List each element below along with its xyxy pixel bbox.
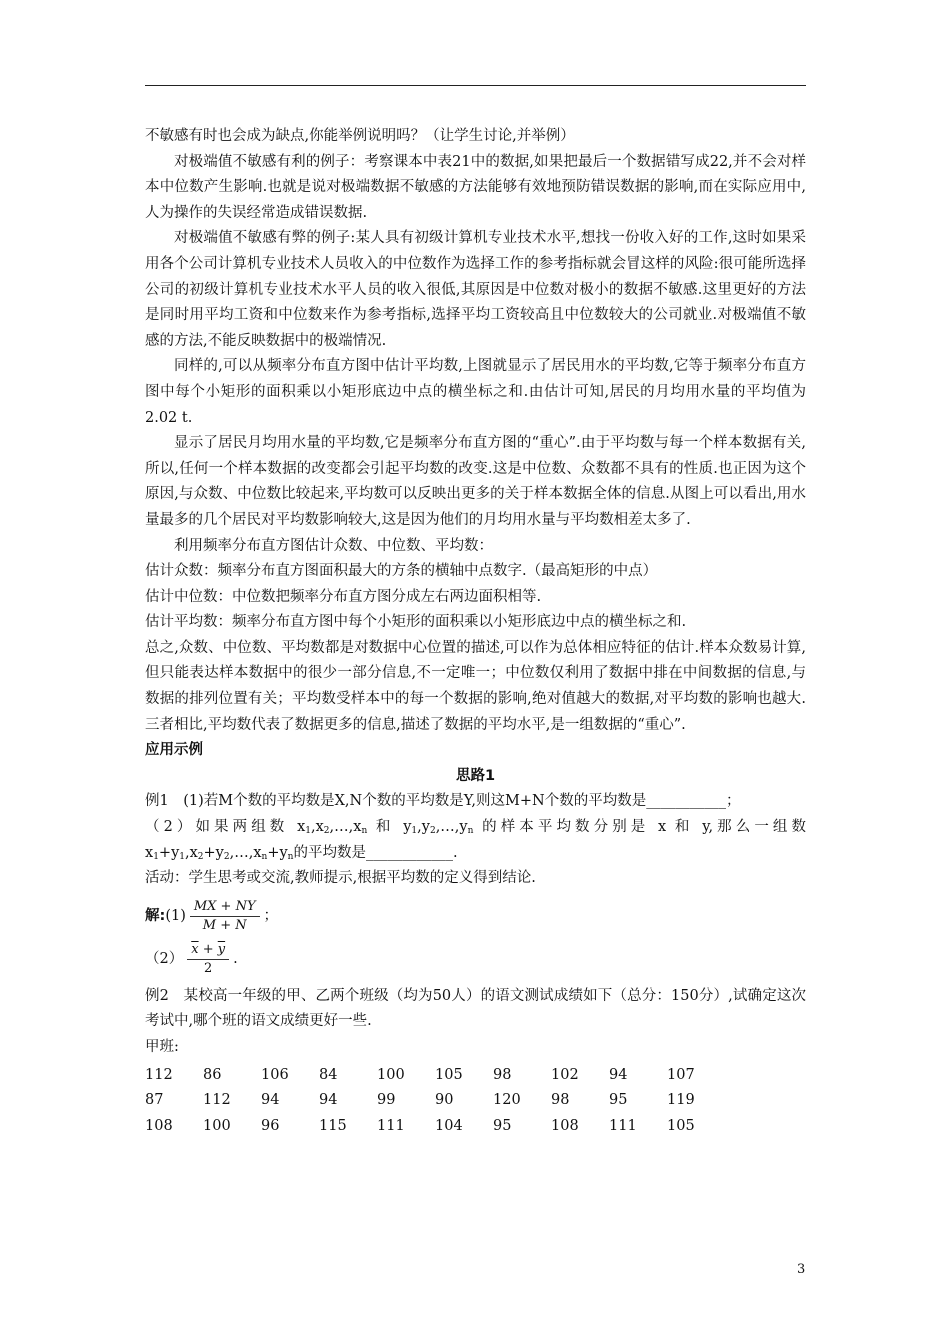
score-cell: 108 (145, 1117, 173, 1134)
class-a-label: 甲班: (145, 1039, 179, 1055)
solution-part2 (145, 941, 806, 978)
score-cell: 86 (203, 1066, 222, 1083)
solution-part2-prefix: （2） (145, 950, 184, 967)
paragraph-center-of-gravity: 显示了居民月均用水量的平均数,它是频率分布直方图的“重心”.由于平均数与每一个样本数据有关,所以,任何一个样本数据的改变都会引起平均数的改变.这是中位数、众数都不具有的性质.也正因为这个原因,与众数、中位数比较起来,平均数可以反映出更多的关于样本数据全体的信息.从图上可以看出,用水量最多的几个居民对平均数影响较大,这是因为他们的月均用水量与平均数相差太多了. (145, 435, 806, 528)
score-cell: 96 (261, 1117, 280, 1134)
score-cell: 84 (319, 1066, 338, 1083)
example1-part2-b: 的样本平均数分别是 x 和 y,那么一组数 (482, 819, 806, 836)
score-cell: 94 (609, 1066, 628, 1083)
paragraph-histogram-mean: 同样的,可以从频率分布直方图中估计平均数,上图就显示了居民用水的平均数,它等于频率分布直方图中每个小矩形的面积乘以小矩形底边中点的横坐标之和.由估计可知,居民的月均用水量的平均值为2.02 t. (145, 358, 806, 426)
solution-part1 (145, 898, 806, 935)
solution-part2-fraction (187, 941, 229, 978)
fraction-denominator: M + N (202, 917, 247, 933)
example2-text: 例2 某校高一年级的甲、乙两个班级（均为50人）的语文测试成绩如下（总分：150分）,试确定这次考试中,哪个班的语文成绩更好一些. (145, 987, 806, 1030)
paragraph-advantage: 对极端值不敏感有利的例子：考察课本中表21中的数据,如果把最后一个数据错写成22,并不会对样本中位数产生影响.也就是说对极端数据不敏感的方法能够有效地预防错误数据的影响,而在实际应用中,人为操作的失误经常造成错误数据. (145, 153, 806, 221)
score-cell: 115 (319, 1117, 347, 1134)
paragraph-estimate-median: 估计中位数：中位数把频率分布直方图分成左右两边面积相等. (145, 588, 542, 605)
score-cell: 120 (493, 1092, 521, 1109)
solution-part1-suffix: ； (263, 907, 279, 924)
section-title: 应用示例 (145, 742, 203, 759)
score-cell: 108 (551, 1117, 579, 1134)
plus-sign: + (198, 941, 218, 957)
score-cell: 95 (609, 1092, 628, 1109)
table-row (145, 1114, 725, 1140)
main-content (145, 124, 806, 1139)
table-row (145, 1088, 725, 1114)
score-cell: 111 (377, 1117, 405, 1134)
score-cell: 106 (261, 1066, 289, 1083)
subsection-title: 思路1 (455, 767, 496, 784)
solution-label: 解: (145, 907, 166, 924)
page-number: 3 (797, 1262, 806, 1277)
y-bar: $\overline{y}$ (217, 941, 226, 957)
score-cell: 100 (203, 1117, 231, 1134)
paragraph-disadvantage: 对极端值不敏感有弊的例子:某人具有初级计算机专业技术水平,想找一份收入好的工作,这时如果采用各个公司计算机专业技术人员收入的中位数作为选择工作的参考指标就会冒这样的风险:很可能所选择公司的初级计算机专业技术水平人员的收入很低,其原因是中位数对极小的数据不敏感.这里更好的方法是同时用平均工资和中位数来作为参考指标,选择平均工资较高且中位数较大的公司就业.对极端值不敏感的方法,不能反映数据中的极端情况. (145, 230, 806, 349)
score-cell: 112 (203, 1092, 231, 1109)
score-cell: 119 (667, 1092, 695, 1109)
score-cell: 107 (667, 1066, 695, 1083)
solution-part1-fraction (190, 898, 260, 935)
paragraph-estimate-mode: 估计众数：频率分布直方图面积最大的方条的横轴中点数字.（最高矩形的中点） (145, 563, 658, 580)
fraction-numerator: MX + NY (190, 898, 260, 917)
score-cell: 105 (667, 1117, 695, 1134)
fraction-numerator (187, 941, 229, 960)
fraction-denominator: 2 (204, 960, 213, 976)
score-cell: 94 (319, 1092, 338, 1109)
paragraph-estimate-intro: 利用频率分布直方图估计众数、中位数、平均数： (174, 537, 493, 554)
example1-part1: 例1 (1)若M个数的平均数是X,N个数的平均数是Y,则这M+N个数的平均数是___________； (145, 793, 741, 810)
example1-part2: （2）如果两组数 $x_1,x_2,\dots,x_n$ 和 $y_1,y_2,\dots,y_n$ 的样本平均数分别是 x 和 y,那么一组数 $x_1+y_1,x_2+y_2,\dots,x_n+y_n$的平均数是____________. (145, 819, 806, 862)
paragraph-estimate-mean: 估计平均数：频率分布直方图中每个小矩形的面积乘以小矩形底边中点的横坐标之和. (145, 614, 687, 631)
score-cell: 98 (551, 1092, 570, 1109)
score-cell: 100 (377, 1066, 405, 1083)
scores-table (145, 1063, 725, 1140)
paragraph-summary: 总之,众数、中位数、平均数都是对数据中心位置的描述,可以作为总体相应特征的估计.样本众数易计算,但只能表达样本数据中的很少一部分信息,不一定唯一；中位数仅利用了数据中排在中间数据的信息,与数据的排列位置有关；平均数受样本中的每一个数据的影响,绝对值越大的数据,对平均数的影响也越大.三者相比,平均数代表了数据更多的信息,描述了数据的平均水平,是一组数据的“重心”. (145, 639, 806, 733)
table-row (145, 1063, 725, 1089)
score-cell: 111 (609, 1117, 637, 1134)
score-cell: 105 (435, 1066, 463, 1083)
solution-part2-suffix: . (233, 950, 238, 967)
paragraph-intro: 不敏感有时也会成为缺点,你能举例说明吗？（让学生讨论,并举例） (145, 128, 575, 144)
header-rule (145, 85, 806, 86)
score-cell: 95 (493, 1117, 512, 1134)
score-cell: 90 (435, 1092, 454, 1109)
solution-part1-prefix: (1) (165, 907, 186, 924)
score-cell: 87 (145, 1092, 164, 1109)
score-cell: 98 (493, 1066, 512, 1083)
example1-part2-c: 的平均数是____________. (293, 844, 458, 861)
score-cell: 102 (551, 1066, 579, 1083)
score-cell: 112 (145, 1066, 173, 1083)
example1-activity: 活动：学生思考或交流,教师提示,根据平均数的定义得到结论. (145, 870, 536, 887)
score-cell: 104 (435, 1117, 463, 1134)
score-cell: 99 (377, 1092, 396, 1109)
x-bar: $\overline{x}$ (191, 941, 199, 957)
score-cell: 94 (261, 1092, 280, 1109)
